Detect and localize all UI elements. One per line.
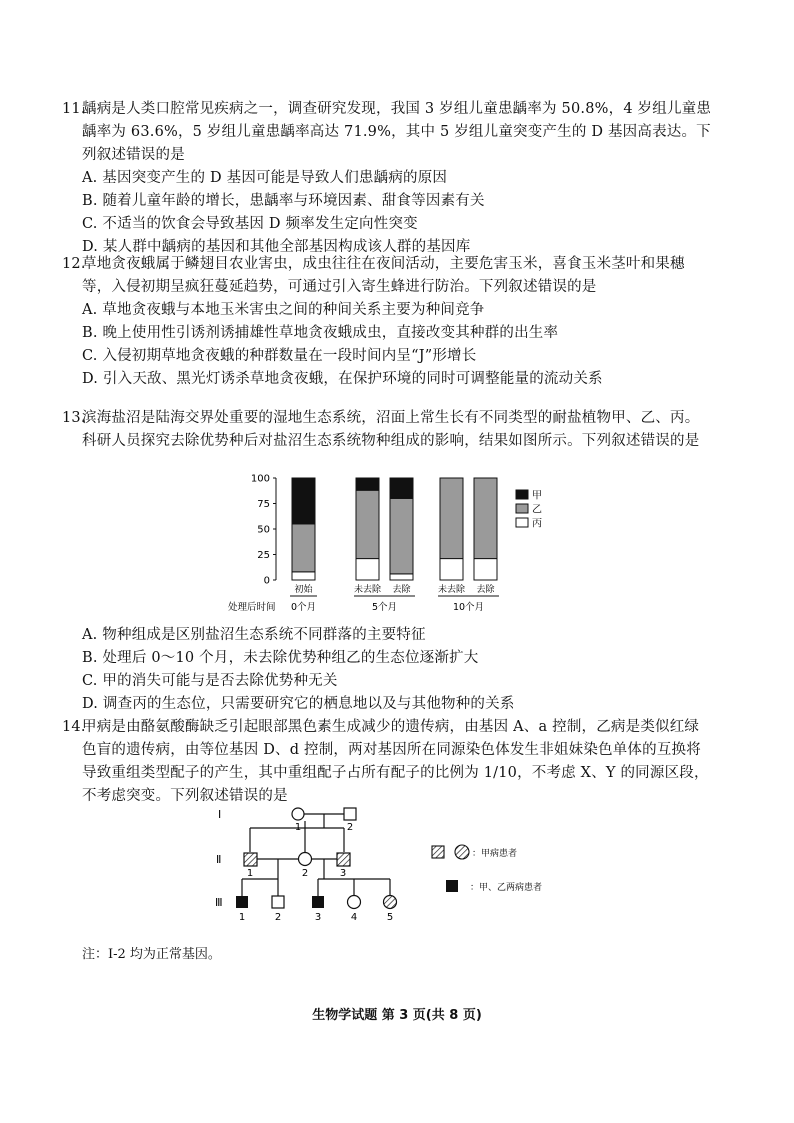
y-tick-label: 0 [263,575,270,587]
legend-jia-label: ：甲病患者 [472,849,518,859]
y-tick-label: 25 [257,550,270,561]
num-I-1: 1 [294,822,302,833]
gen-label-I: Ⅰ [218,808,222,821]
question-11 [62,98,712,259]
legend-label: 乙 [532,504,542,516]
question-stem: 甲病是由酪氨酸酶缺乏引起眼部黑色素生成减少的遗传病，由基因 A、a 控制，乙病是类似红绿色盲的遗传病，由等位基因 D、d 控制，两对基因所在同源染色体发生非姐妹染色单体的互换将导致重组类型配子的产生，其中重组配子占所有配子的比例为 1/10，不考虑 X、Y 的同源区段，不考虑突变。下列叙述错误的是 [82,719,709,804]
bar-label: 初始 [294,585,313,595]
legend-label: 甲 [532,490,542,502]
legend-jia-circle [455,845,469,859]
gen-label-III: Ⅲ [215,896,223,909]
legend-swatch [516,518,528,527]
option-c: C. 不适当的饮食会导致基因 D 频率发生定向性突变 [82,216,418,232]
question-stem: 滨海盐沼是陆海交界处重要的湿地生态系统，沼面上常生长有不同类型的耐盐植物甲、乙、丙。科研人员探究去除优势种后对盐沼生态系统物种组成的影响，结果如图所示。下列叙述错误的是 [82,410,700,449]
bar-segment [356,490,379,558]
legend-swatch [516,504,528,513]
legend-swatch [516,490,528,499]
bar-segment [390,498,413,573]
bar-segment [474,559,497,580]
group-label: 0个月 [290,602,317,613]
option-c: C. 甲的消失可能与是否去除优势种无关 [82,673,338,689]
question-number: 14. [62,719,86,735]
option-a: A. 草地贪夜蛾与本地玉米害虫之间的种间关系主要为种间竞争 [82,302,485,318]
num-III-2: 2 [274,912,282,923]
individual-III-2 [272,896,284,908]
question-stem: 草地贪夜蛾属于鳞翅目农业害虫，成虫往往在夜间活动，主要危害玉米，喜食玉米茎叶和果穗等，入侵初期呈疯狂蔓延趋势，可通过引入寄生蜂进行防治。下列叙述错误的是 [82,256,685,295]
option-b: B. 处理后 0～10 个月，未去除优势种组乙的生态位逐渐扩大 [82,650,479,666]
question-stem: 龋病是人类口腔常见疾病之一，调查研究发现，我国 3 岁组儿童患龋率为 50.8%，4 岁组儿童患龋率为 63.6%，5 岁组儿童患龋率高达 71.9%，其中 5 岁组儿童突变产生的 D 基因高表达。下列叙述错误的是 [82,101,712,163]
question-12 [62,253,712,391]
legend-both-label: ：甲、乙两病患者 [470,883,543,893]
bar-label: 未去除 [353,585,382,595]
bar-segment [474,478,497,559]
num-II-2: 2 [301,868,309,879]
num-I-2: 2 [346,822,354,833]
x-axis-caption: 处理后时间 [228,602,276,613]
bar-label: 去除 [476,585,495,595]
individual-III-1 [236,896,248,908]
num-III-3: 3 [314,912,322,923]
bar-segment [356,559,379,580]
question-13 [62,407,712,453]
individual-III-5 [384,896,397,909]
question-14 [62,716,712,808]
y-tick-label: 100 [250,473,270,485]
option-c: C. 入侵初期草地贪夜蛾的种群数量在一段时间内呈“J”形增长 [82,348,477,364]
legend-label: 丙 [532,518,542,530]
individual-II-1 [244,853,257,866]
individual-III-4 [348,896,361,909]
option-a: A. 物种组成是区别盐沼生态系统不同群落的主要特征 [82,627,426,643]
question-number: 12. [62,256,86,272]
y-tick-label: 75 [257,499,270,510]
num-III-5: 5 [386,912,394,923]
individual-II-2 [299,853,312,866]
question-number: 11. [62,101,86,117]
bar-segment [440,559,463,580]
bar-segment [440,478,463,559]
species-composition-chart [228,470,558,620]
bar-label: 未去除 [437,585,466,595]
num-II-1: 1 [246,868,254,879]
num-II-3: 3 [339,868,347,879]
question-number: 13. [62,410,86,426]
option-d: D. 调查丙的生态位，只需要研究它的栖息地以及与其他物种的关系 [82,696,515,712]
question-13-options [82,624,712,716]
bar-segment [292,524,315,572]
individual-III-3 [312,896,324,908]
num-III-1: 1 [238,912,246,923]
bar-label: 去除 [392,585,411,595]
group-label: 5个月 [371,602,398,613]
bar-segment [292,478,315,524]
bar-segment [390,574,413,580]
option-b: B. 随着儿童年龄的增长，患龋率与环境因素、甜食等因素有关 [82,193,485,209]
bar-segment [356,478,379,490]
bar-segment [292,572,315,580]
bar-segment [390,478,413,498]
individual-II-3 [337,853,350,866]
option-b: B. 晚上使用性引诱剂诱捕雄性草地贪夜蛾成虫，直接改变其种群的出生率 [82,325,559,341]
option-d: D. 引入天敌、黑光灯诱杀草地贪夜蛾，在保护环境的同时可调整能量的流动关系 [82,371,603,387]
option-a: A. 基因突变产生的 D 基因可能是导致人们患龋病的原因 [82,170,448,186]
pedigree-chart [210,806,570,924]
group-label: 10个月 [452,602,485,613]
y-tick-label: 50 [257,524,270,536]
option-d: D. 某人群中龋病的基因和其他全部基因构成该人群的基因库 [82,239,471,255]
gen-label-II: Ⅱ [216,853,222,866]
note: 注：Ⅰ-2 均为正常基因。 [82,947,221,962]
legend-jia-square [432,846,444,858]
num-III-4: 4 [350,912,358,923]
legend-both-square [446,880,458,892]
individual-I-2 [344,808,356,820]
page-footer: 生物学试题 第 3 页(共 8 页) [312,1008,482,1023]
individual-I-1 [292,808,304,820]
